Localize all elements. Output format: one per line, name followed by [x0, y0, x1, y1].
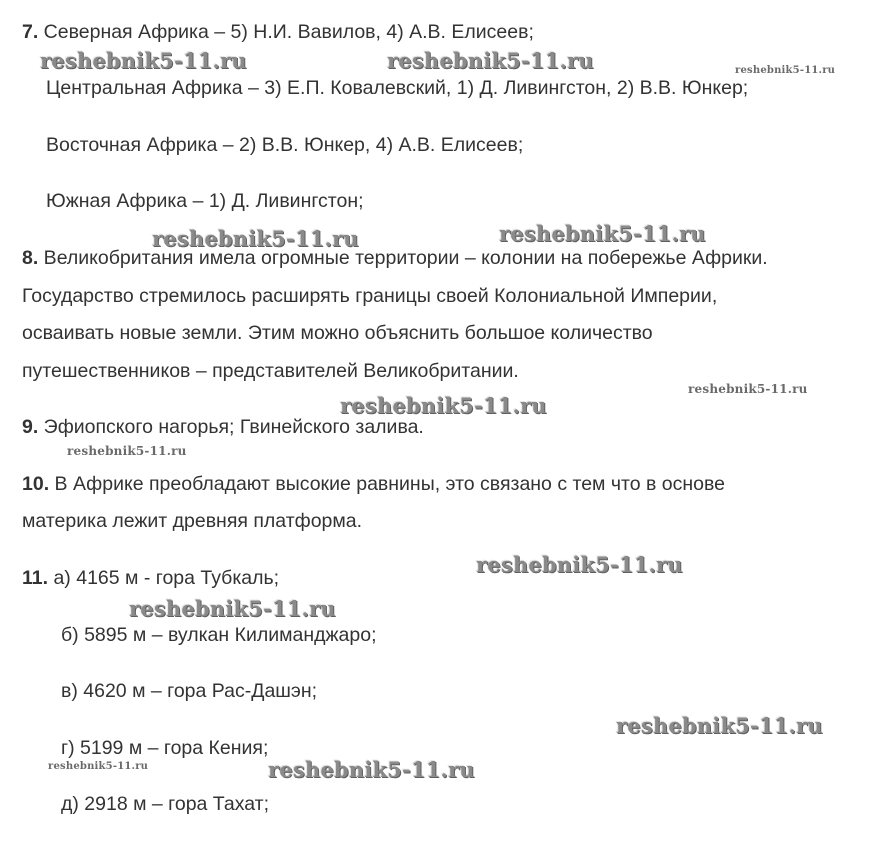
answer-11-text-1: а) 4165 м - гора Тубкаль;: [48, 567, 280, 589]
answer-8-line-1: [22, 246, 768, 270]
answer-7-line-3: Восточная Африка – 2) В.В. Юнкер, 4) А.В. Елисеев;: [46, 134, 524, 156]
answer-10-line-1: [22, 472, 725, 496]
answer-10-text-1: В Африке преобладают высокие равнины, это связано с тем что в основе: [49, 473, 725, 495]
answer-9-text-1: Эфиопского нагорья; Гвинейского залива.: [38, 416, 424, 438]
answer-10-line-2: материка лежит древняя платформа.: [22, 510, 363, 532]
watermark: reshebnik5-11.ru: [40, 48, 247, 73]
answer-9-number: 9.: [22, 416, 39, 438]
answer-9-line-1: [22, 415, 424, 439]
answer-7-line-4: Южная Африка – 1) Д. Ливингстон;: [46, 190, 364, 212]
answer-8-line-3: осваивать новые земли. Этим можно объяснить большое количество: [22, 322, 653, 344]
watermark: reshebnik5-11.ru: [340, 393, 547, 418]
answer-11-line-3: в) 4620 м – гора Рас-Дашэн;: [61, 680, 318, 702]
watermark: reshebnik5-11.ru: [152, 226, 359, 251]
watermark: reshebnik5-11.ru: [735, 65, 836, 76]
answer-11-line-4: г) 5199 м – гора Кения;: [61, 737, 269, 759]
answer-8-number: 8.: [22, 247, 39, 269]
answer-11-line-1: [22, 566, 279, 590]
answer-7-text-1: Северная Африка – 5) Н.И. Вавилов, 4) А.В. Елисеев;: [38, 21, 534, 43]
watermark: reshebnik5-11.ru: [616, 713, 823, 738]
watermark: reshebnik5-11.ru: [476, 552, 683, 577]
answer-7-line-1: [22, 20, 534, 44]
answer-11-line-2: б) 5895 м – вулкан Килиманджаро;: [61, 624, 377, 646]
watermark: reshebnik5-11.ru: [688, 382, 808, 396]
answer-10-number: 10.: [22, 473, 50, 495]
answer-7-line-2: Центральная Африка – 3) Е.П. Ковалевский, 1) Д. Ливингстон, 2) В.В. Юнкер;: [46, 77, 749, 99]
answer-11-number: 11.: [22, 567, 49, 589]
answer-11-line-5: д) 2918 м – гора Тахат;: [61, 793, 269, 815]
watermark: reshebnik5-11.ru: [48, 761, 149, 772]
watermark: reshebnik5-11.ru: [129, 596, 336, 621]
watermark: reshebnik5-11.ru: [67, 444, 187, 458]
watermark: reshebnik5-11.ru: [387, 48, 594, 73]
answer-8-text-1: Великобритания имела огромные территории – колонии на побережье Африки.: [38, 247, 768, 269]
answer-8-line-4: путешественников – представителей Великобритании.: [22, 360, 519, 382]
answer-7-number: 7.: [22, 21, 39, 43]
watermark: reshebnik5-11.ru: [499, 221, 706, 246]
watermark: reshebnik5-11.ru: [268, 757, 475, 782]
answer-8-line-2: Государство стремилось расширять границы своей Колониальной Империи,: [22, 285, 718, 307]
